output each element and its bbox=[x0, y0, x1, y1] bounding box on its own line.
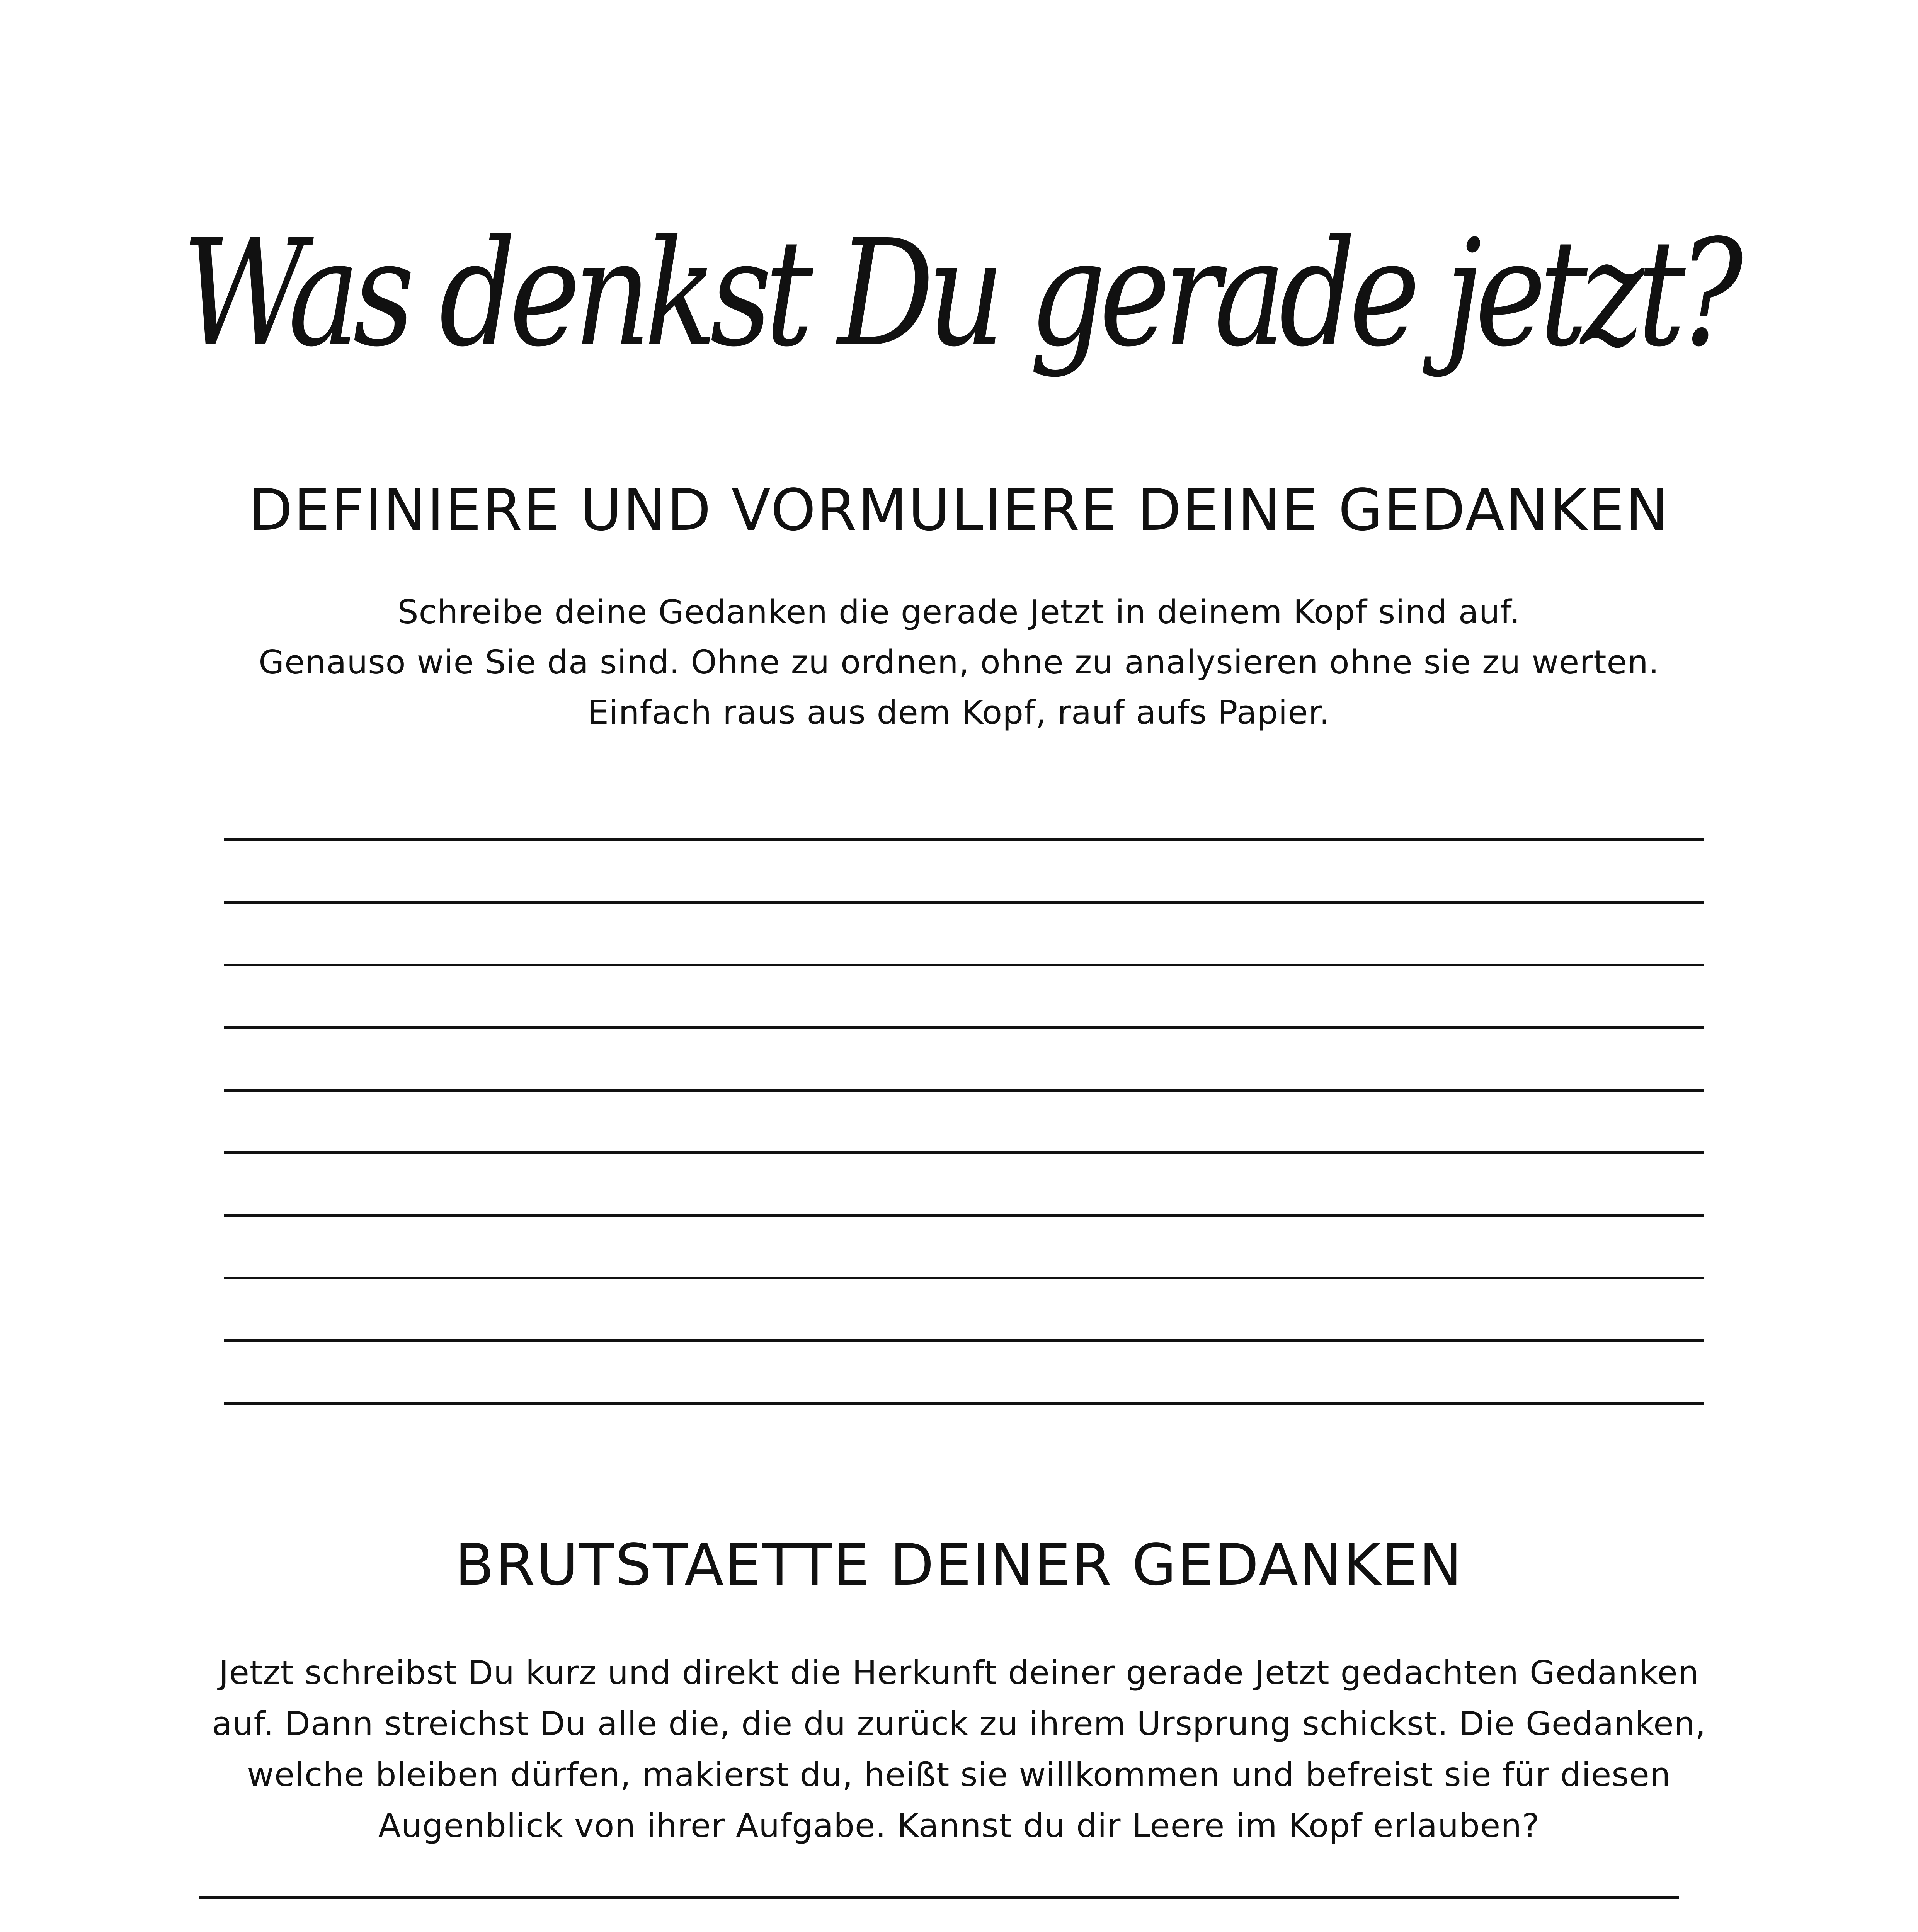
writing-line[interactable] bbox=[224, 838, 1704, 841]
writing-line[interactable] bbox=[224, 1339, 1704, 1342]
page-title: Was denkst Du gerade jetzt? bbox=[182, 208, 1736, 379]
section-2-instruction-line: Jetzt schreibst Du kurz und direkt die Herkunft deiner gerade Jetzt gedachten Gedanken bbox=[219, 1654, 1699, 1692]
section-2-instruction-line: welche bleiben dürfen, makierst du, heißt sie willkommen und befreist sie für diesen bbox=[247, 1756, 1671, 1794]
section-1-instruction-line: Schreibe deine Gedanken die gerade Jetzt in deinem Kopf sind auf. bbox=[397, 593, 1521, 631]
writing-line[interactable] bbox=[224, 1026, 1704, 1029]
section-1-heading: DEFINIERE UND VORMULIERE DEINE GEDANKEN bbox=[248, 477, 1670, 543]
writing-line[interactable] bbox=[224, 1277, 1704, 1279]
writing-line[interactable] bbox=[224, 1151, 1704, 1154]
section-2-instruction-line: Augenblick von ihrer Aufgabe. Kannst du dir Leere im Kopf erlauben? bbox=[378, 1807, 1540, 1845]
writing-line[interactable] bbox=[224, 901, 1704, 904]
section-2-instruction-line: auf. Dann streichst Du alle die, die du zurück zu ihrem Ursprung schickst. Die Gedanken, bbox=[212, 1705, 1706, 1743]
writing-line[interactable] bbox=[224, 1214, 1704, 1217]
writing-line[interactable] bbox=[224, 1402, 1704, 1405]
writing-line[interactable] bbox=[224, 1089, 1704, 1092]
section-2-heading: BRUTSTAETTE DEINER GEDANKEN bbox=[455, 1532, 1463, 1598]
section-1-instruction-line: Genauso wie Sie da sind. Ohne zu ordnen, ohne zu analysieren ohne sie zu werten. bbox=[259, 643, 1659, 682]
writing-line[interactable] bbox=[199, 1896, 1679, 1899]
section-1-instruction-line: Einfach raus aus dem Kopf, rauf aufs Papier. bbox=[588, 694, 1330, 732]
writing-line[interactable] bbox=[224, 964, 1704, 966]
